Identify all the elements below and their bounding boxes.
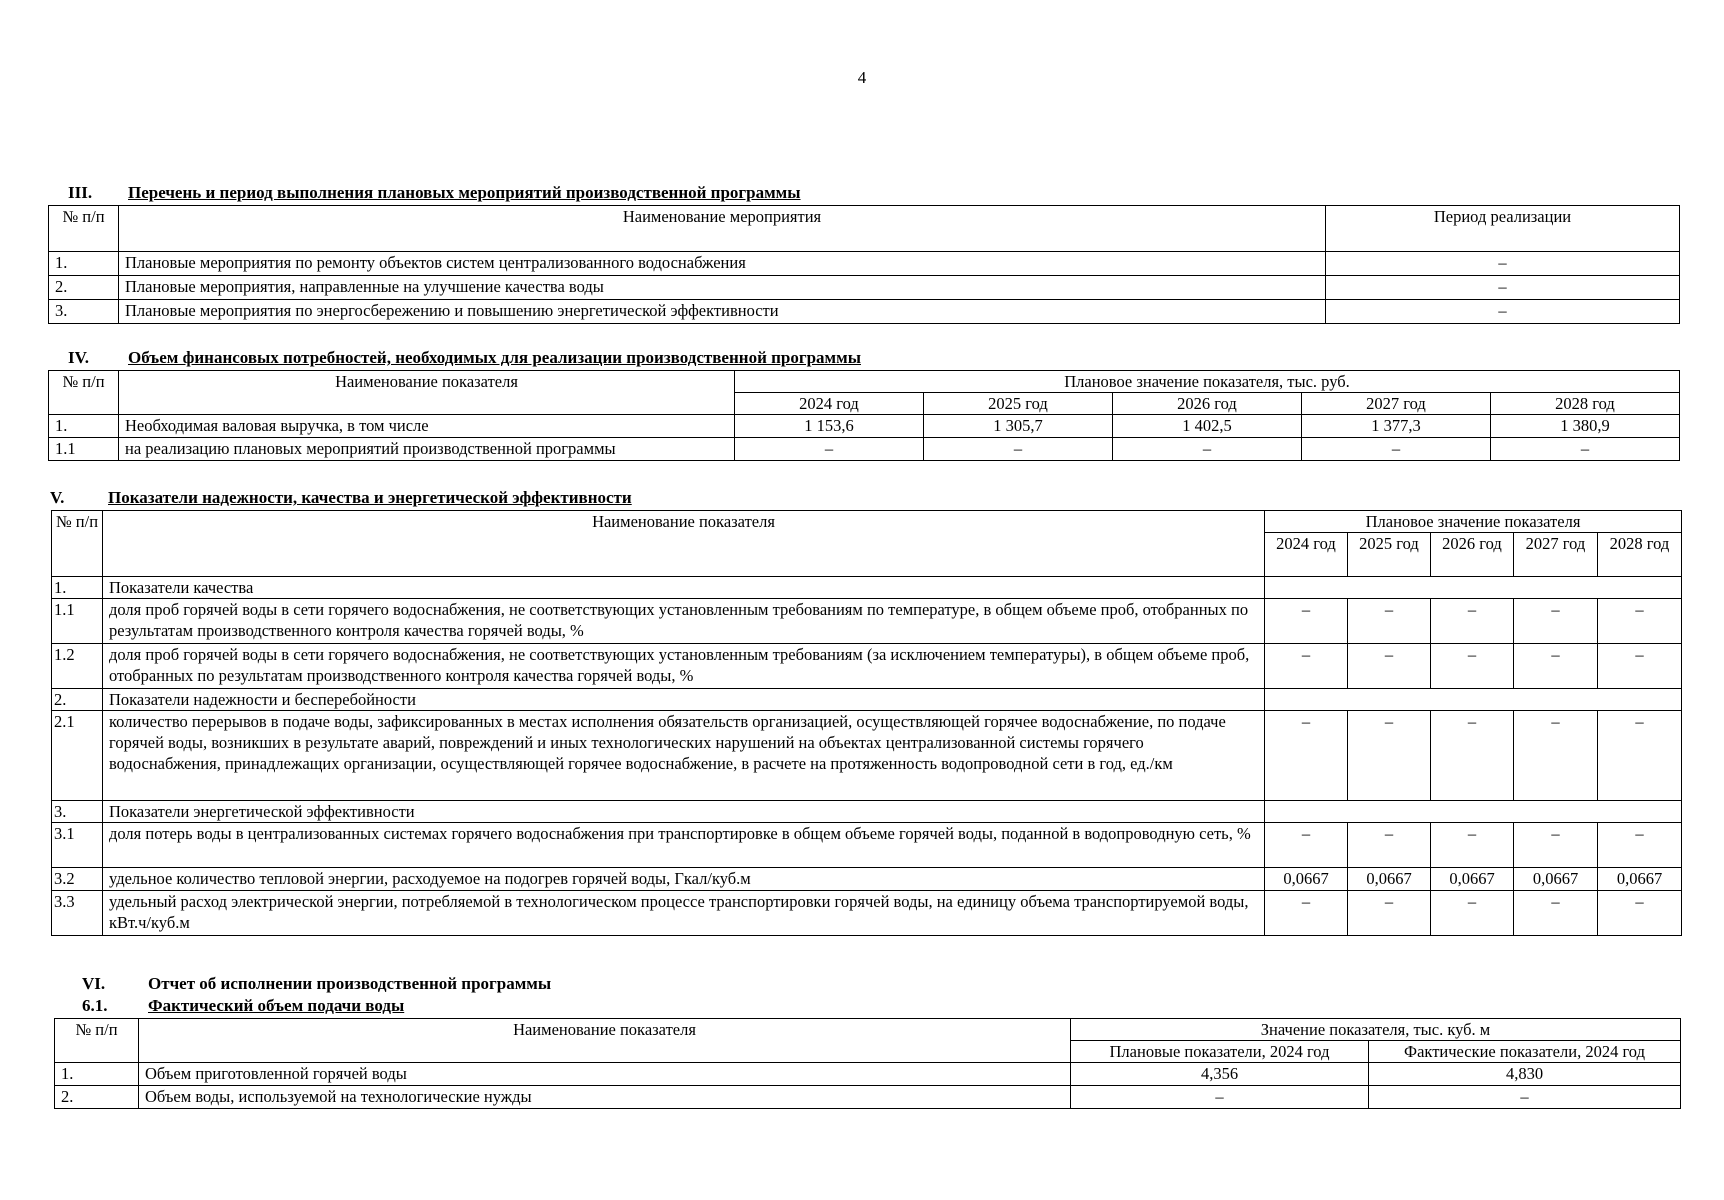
col-header-year: 2025 год: [924, 393, 1113, 415]
row-value: –: [1265, 599, 1348, 644]
row-value: 1 153,6: [735, 415, 924, 438]
row-name: количество перерывов в подаче воды, зафиксированных в местах исполнения обязательств организацией, осуществляющей горячее водоснабжение, по подаче горячей воды, возникших в результате аварий, повреждений и иных технологических нарушений на объектах централизованной системы горячего водоснабжения, принадлежащих организации, осуществляющей горячее водоснабжение, в расчете на протяженность водопроводной сети в год, ед./км: [103, 711, 1265, 801]
table-row: [52, 599, 1682, 644]
row-value: –: [1514, 599, 1598, 644]
row-number: 1.1: [52, 599, 103, 644]
table-header-row: [55, 1019, 1681, 1041]
row-value: 0,0667: [1265, 868, 1348, 891]
row-value: –: [1348, 891, 1431, 936]
row-value: –: [735, 438, 924, 461]
table-financial-needs: [48, 370, 1680, 461]
row-value: –: [1265, 891, 1348, 936]
row-value: –: [1302, 438, 1491, 461]
table-row: [55, 1086, 1681, 1109]
col-header-name: Наименование мероприятия: [119, 206, 1326, 252]
row-value: –: [1514, 891, 1598, 936]
section-3-heading: [68, 183, 801, 203]
col-header-year: 2026 год: [1431, 533, 1514, 577]
row-value: 0,0667: [1514, 868, 1598, 891]
table-row: [52, 711, 1682, 801]
table-group-row: [52, 689, 1682, 711]
col-header-year: 2026 год: [1113, 393, 1302, 415]
row-value: –: [1431, 823, 1514, 868]
section-6-title: Отчет об исполнении производственной программы: [148, 974, 552, 993]
row-name: Плановые мероприятия, направленные на улучшение качества воды: [119, 276, 1326, 300]
row-value: –: [1431, 599, 1514, 644]
table-row: [52, 868, 1682, 891]
row-number: 2.1: [52, 711, 103, 801]
col-header-year: 2027 год: [1302, 393, 1491, 415]
row-empty: [1265, 801, 1682, 823]
row-number: 1.2: [52, 644, 103, 689]
row-name: удельный расход электрической энергии, потребляемой в технологическом процессе транспортировки горячей воды, на единицу объема транспортируемой воды, кВт.ч/куб.м: [103, 891, 1265, 936]
row-name: Необходимая валовая выручка, в том числе: [119, 415, 735, 438]
row-value: –: [1598, 644, 1682, 689]
section-6-heading: [82, 974, 551, 994]
row-value: –: [1514, 711, 1598, 801]
col-header-year: 2028 год: [1491, 393, 1680, 415]
row-plan-value: –: [1071, 1086, 1369, 1109]
col-header-no: № п/п: [49, 206, 119, 252]
table-header-row: [52, 511, 1682, 533]
col-header-plan-group: Плановое значение показателя, тыс. руб.: [735, 371, 1680, 393]
row-value: –: [1598, 891, 1682, 936]
col-header-name: Наименование показателя: [119, 371, 735, 415]
col-header-no: № п/п: [52, 511, 103, 577]
col-header-no: № п/п: [55, 1019, 139, 1063]
section-4-title: Объем финансовых потребностей, необходимых для реализации производственной программы: [128, 348, 861, 367]
row-value: –: [1598, 711, 1682, 801]
row-number: 3.3: [52, 891, 103, 936]
table-group-row: [52, 801, 1682, 823]
row-value: –: [1348, 711, 1431, 801]
row-value: 1 380,9: [1491, 415, 1680, 438]
table-row: [52, 644, 1682, 689]
table-indicators: [51, 510, 1682, 936]
row-empty: [1265, 689, 1682, 711]
col-header-period: Период реализации: [1326, 206, 1680, 252]
col-header-name: Наименование показателя: [139, 1019, 1071, 1063]
row-name: Показатели энергетической эффективности: [103, 801, 1265, 823]
table-row: [52, 891, 1682, 936]
col-header-name: Наименование показателя: [103, 511, 1265, 577]
section-3-title: Перечень и период выполнения плановых мероприятий производственной программы: [128, 183, 801, 202]
row-number: 3.2: [52, 868, 103, 891]
section-3-number: III.: [68, 183, 93, 202]
row-value: 1 305,7: [924, 415, 1113, 438]
section-5-number: V.: [50, 488, 65, 507]
row-value: 0,0667: [1431, 868, 1514, 891]
row-name: доля потерь воды в централизованных системах горячего водоснабжения при транспортировке в общем объеме горячей воды, поданной в водопроводную сеть, %: [103, 823, 1265, 868]
table-row: [49, 415, 1680, 438]
section-6-number: VI.: [82, 974, 106, 993]
section-6-1-heading: [82, 996, 404, 1016]
row-name: доля проб горячей воды в сети горячего водоснабжения, не соответствующих установленным требованиям по температуре, в общем объеме проб, отобранных по результатам производственного контроля качества горячей воды, %: [103, 599, 1265, 644]
row-value: 0,0667: [1348, 868, 1431, 891]
row-number: 1.1: [49, 438, 119, 461]
row-value: –: [1265, 711, 1348, 801]
row-number: 2.: [55, 1086, 139, 1109]
col-header-year: 2028 год: [1598, 533, 1682, 577]
page-number: 4: [857, 68, 867, 87]
row-number: 3.: [52, 801, 103, 823]
row-fact-value: 4,830: [1369, 1063, 1681, 1086]
table-row: [49, 252, 1680, 276]
row-value: –: [1265, 823, 1348, 868]
row-number: 1.: [49, 252, 119, 276]
row-fact-value: –: [1369, 1086, 1681, 1109]
row-name: Плановые мероприятия по ремонту объектов систем централизованного водоснабжения: [119, 252, 1326, 276]
row-value: –: [1431, 711, 1514, 801]
col-header-year: 2025 год: [1348, 533, 1431, 577]
table-row: [52, 823, 1682, 868]
col-header-no: № п/п: [49, 371, 119, 415]
col-header-year: 2024 год: [735, 393, 924, 415]
table-activities: [48, 205, 1680, 324]
table-row: [49, 276, 1680, 300]
section-5-heading: [50, 488, 632, 508]
row-value: –: [1598, 599, 1682, 644]
table-group-row: [52, 577, 1682, 599]
row-number: 3.: [49, 300, 119, 324]
row-number: 1.: [55, 1063, 139, 1086]
table-header-row: [49, 206, 1680, 252]
col-header-plan: Плановые показатели, 2024 год: [1071, 1041, 1369, 1063]
section-6-1-number: 6.1.: [82, 996, 108, 1015]
section-4-heading: [68, 348, 861, 368]
row-name: на реализацию плановых мероприятий производственной программы: [119, 438, 735, 461]
row-value: –: [1598, 823, 1682, 868]
row-name: Показатели надежности и бесперебойности: [103, 689, 1265, 711]
col-header-plan-group: Плановое значение показателя: [1265, 511, 1682, 533]
row-period: –: [1326, 300, 1680, 324]
row-period: –: [1326, 252, 1680, 276]
row-value: 0,0667: [1598, 868, 1682, 891]
col-header-year: 2027 год: [1514, 533, 1598, 577]
section-6-1-title: Фактический объем подачи воды: [148, 996, 405, 1015]
table-header-row: [49, 371, 1680, 393]
row-value: –: [1514, 823, 1598, 868]
row-value: –: [1514, 644, 1598, 689]
row-number: 3.1: [52, 823, 103, 868]
table-row: [49, 300, 1680, 324]
row-value: 1 402,5: [1113, 415, 1302, 438]
table-row: [49, 438, 1680, 461]
row-number: 1.: [52, 577, 103, 599]
section-4-number: IV.: [68, 348, 89, 367]
table-water-supply: [54, 1018, 1681, 1109]
col-header-value-group: Значение показателя, тыс. куб. м: [1071, 1019, 1681, 1041]
row-value: 1 377,3: [1302, 415, 1491, 438]
row-name: Показатели качества: [103, 577, 1265, 599]
row-value: –: [1113, 438, 1302, 461]
row-value: –: [924, 438, 1113, 461]
row-value: –: [1491, 438, 1680, 461]
row-number: 2.: [49, 276, 119, 300]
row-empty: [1265, 577, 1682, 599]
row-value: –: [1431, 644, 1514, 689]
row-period: –: [1326, 276, 1680, 300]
row-number: 2.: [52, 689, 103, 711]
table-row: [55, 1063, 1681, 1086]
row-value: –: [1431, 891, 1514, 936]
row-value: –: [1348, 599, 1431, 644]
section-5-title: Показатели надежности, качества и энергетической эффективности: [108, 488, 632, 507]
row-plan-value: 4,356: [1071, 1063, 1369, 1086]
row-value: –: [1348, 644, 1431, 689]
col-header-year: 2024 год: [1265, 533, 1348, 577]
row-name: удельное количество тепловой энергии, расходуемое на подогрев горячей воды, Гкал/куб.м: [103, 868, 1265, 891]
col-header-fact: Фактические показатели, 2024 год: [1369, 1041, 1681, 1063]
row-value: –: [1348, 823, 1431, 868]
row-value: –: [1265, 644, 1348, 689]
row-name: доля проб горячей воды в сети горячего водоснабжения, не соответствующих установленным требованиям (за исключением температуры), в общем объеме проб, отобранных по результатам производственного контроля качества горячей воды, %: [103, 644, 1265, 689]
row-name: Объем воды, используемой на технологические нужды: [139, 1086, 1071, 1109]
row-name: Объем приготовленной горячей воды: [139, 1063, 1071, 1086]
row-number: 1.: [49, 415, 119, 438]
row-name: Плановые мероприятия по энергосбережению и повышению энергетической эффективности: [119, 300, 1326, 324]
